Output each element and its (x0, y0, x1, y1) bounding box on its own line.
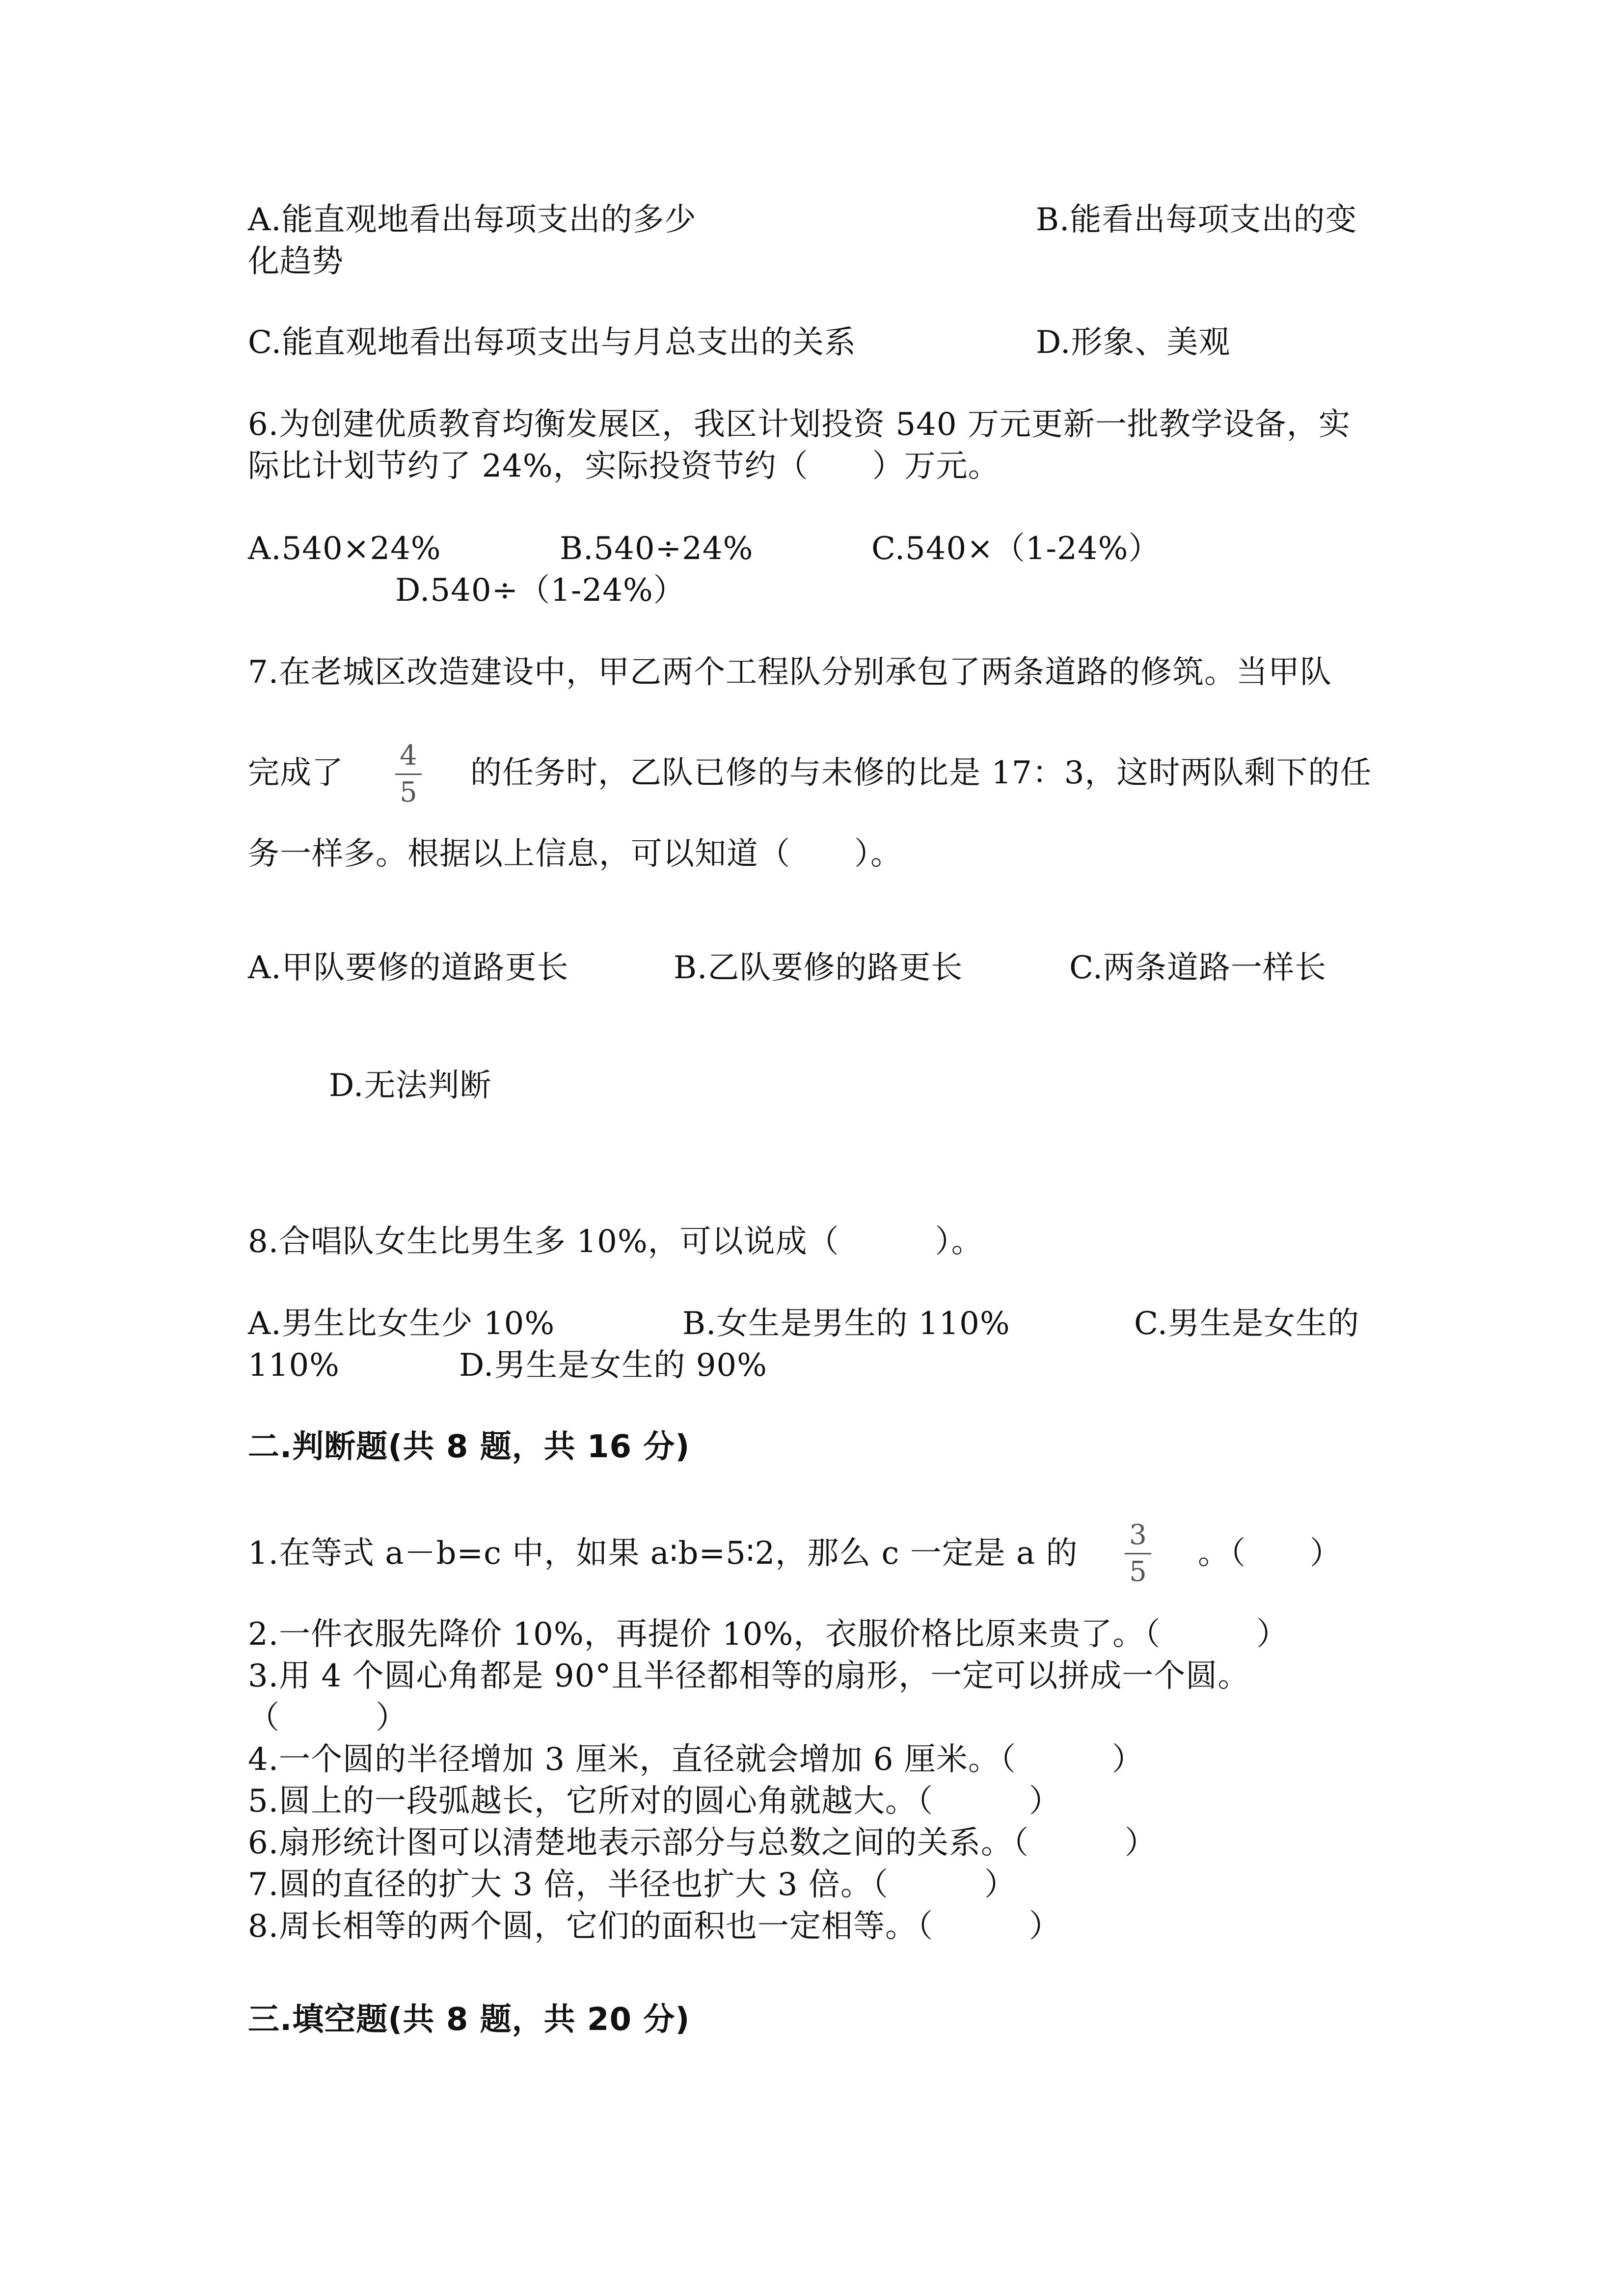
q7-fraction-numerator: 4 (400, 740, 417, 772)
tf-q2-text: 2.一件衣服先降价 10%，再提价 10%，衣服价格比原来贵了。（ ） (248, 1616, 1289, 1653)
tf-q1-text-post: 。（ ） (1198, 1535, 1342, 1572)
q6-text-line1: 6.为创建优质教育均衡发展区，我区计划投资 540 万元更新一批教学设备，实 (248, 406, 1351, 443)
q7-text-line3: 务一样多。根据以上信息，可以知道（ ）。 (248, 836, 902, 872)
tf-q7-text: 7.圆的直径的扩大 3 倍，半径也扩大 3 倍。（ ） (248, 1867, 1016, 1903)
q8-option-b: B.女生是男生的 110% (682, 1306, 1010, 1342)
fraction-bar (1125, 1553, 1151, 1554)
q5-option-a: A.能直观地看出每项支出的多少 (248, 202, 697, 238)
q6-option-d: D.540÷（1-24%） (395, 572, 685, 609)
tf-q8-text: 8.周长相等的两个圆，它们的面积也一定相等。（ ） (248, 1908, 1061, 1945)
q6-option-c: C.540×（1-24%） (871, 531, 1161, 567)
q7-text-line1: 7.在老城区改造建设中，甲乙两个工程队分别承包了两条道路的修筑。当甲队 (248, 654, 1332, 691)
q8-option-c: C.男生是女生的 (1134, 1306, 1360, 1342)
q7-option-b: B.乙队要修的路更长 (674, 950, 963, 986)
q7-option-d: D.无法判断 (329, 1068, 492, 1104)
tf-q3-text: 3.用 4 个圆心角都是 90°且半径都相等的扇形，一定可以拼成一个圆。 (248, 1658, 1250, 1694)
tf-q1-text-pre: 1.在等式 a－b=c 中，如果 a∶b=5∶2，那么 c 一定是 a 的 (248, 1535, 1078, 1572)
section-2-heading: 二.判断题(共 8 题，共 16 分) (248, 1429, 690, 1465)
fraction-bar (395, 774, 422, 775)
q8-option-a: A.男生比女生少 10% (248, 1306, 555, 1342)
q7-fraction-denominator: 5 (400, 776, 417, 808)
q8-option-d: D.男生是女生的 90% (459, 1347, 767, 1384)
q7-fraction (391, 741, 426, 807)
tf-q4-text: 4.一个圆的半径增加 3 厘米，直径就会增加 6 厘米。（ ） (248, 1741, 1144, 1778)
q7-text-line2-pre: 完成了 (248, 755, 344, 791)
tf-q1-fraction-numerator: 3 (1129, 1519, 1147, 1551)
q5-option-b-cont: 化趋势 (248, 243, 344, 280)
q7-text-line2-post: 的任务时，乙队已修的与未修的比是 17：3，这时两队剩下的任 (470, 755, 1372, 791)
tf-q5-text: 5.圆上的一段弧越长，它所对的圆心角就越大。（ ） (248, 1783, 1061, 1819)
q6-text-line2: 际比计划节约了 24%，实际投资节约（ ）万元。 (248, 448, 1000, 484)
q6-option-b: B.540÷24% (560, 531, 754, 567)
q5-option-b: B.能看出每项支出的变 (1036, 202, 1357, 238)
q5-option-c: C.能直观地看出每项支出与月总支出的关系 (248, 324, 857, 361)
q7-option-c: C.两条道路一样长 (1069, 950, 1327, 986)
tf-q1-fraction (1121, 1521, 1155, 1587)
tf-q3-text-cont: （ ） (248, 1700, 407, 1736)
tf-q6-text: 6.扇形统计图可以清楚地表示部分与总数之间的关系。（ ） (248, 1825, 1157, 1861)
q7-option-a: A.甲队要修的道路更长 (248, 950, 569, 986)
section-3-heading: 三.填空题(共 8 题，共 20 分) (248, 2002, 690, 2038)
q8-text: 8.合唱队女生比男生多 10%，可以说成（ ）。 (248, 1224, 983, 1260)
tf-q1-fraction-denominator: 5 (1129, 1556, 1147, 1588)
q5-option-d: D.形象、美观 (1036, 324, 1231, 361)
q6-option-a: A.540×24% (248, 531, 441, 567)
q8-option-c-cont: 110% (248, 1347, 340, 1384)
